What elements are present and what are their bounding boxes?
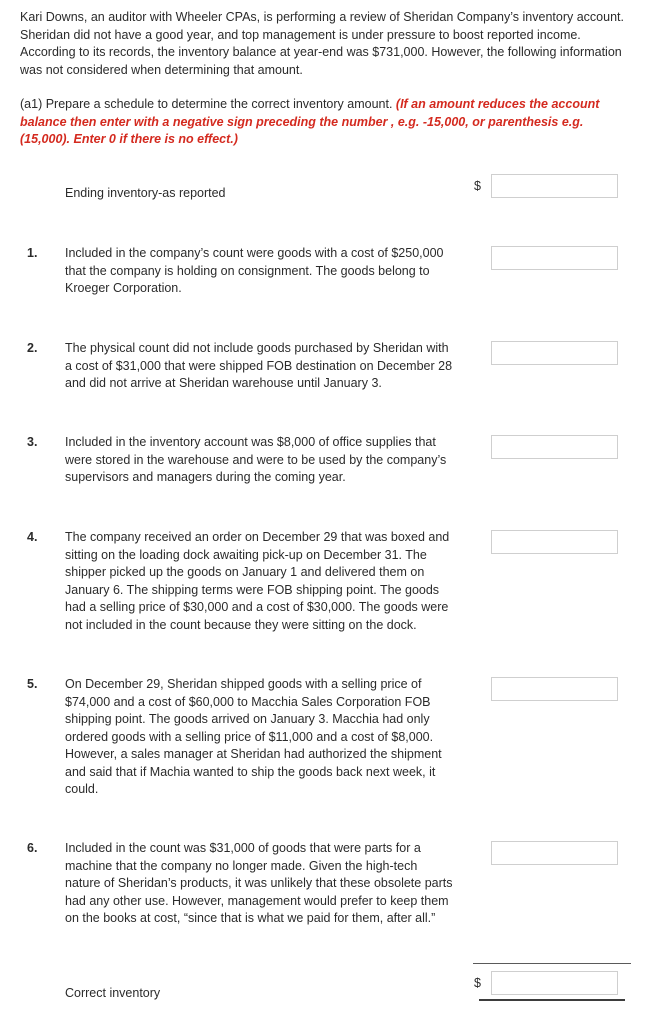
question-a1 <box>20 96 620 149</box>
dollar-sign: $ <box>474 976 481 990</box>
question-instruction: (If an amount reduces the account balance then enter with a negative sign preceding the number , e.g. -15,000, or parenthesis e.g. (15,000). Enter 0 if there is no effect.) <box>20 97 600 146</box>
total-label: Correct inventory <box>65 986 161 1000</box>
total-input[interactable] <box>491 971 618 995</box>
item-1-input[interactable] <box>491 246 618 270</box>
question-label: (a1) <box>20 97 43 111</box>
total-double-rule <box>479 999 625 1001</box>
item-number: 5. <box>27 677 38 691</box>
dollar-sign: $ <box>474 179 481 193</box>
problem-intro: Kari Downs, an auditor with Wheeler CPAs, is performing a review of Sheridan Company’s inventory account. Sheridan did not have a good year, and top management is under pressure to boost reported income. According to its records, the inventory balance at year-end was $731,000. However, the following information was not considered when determining that amount. <box>20 10 624 77</box>
item-2-input[interactable] <box>491 341 618 365</box>
item-3-input[interactable] <box>491 435 618 459</box>
question-text: Prepare a schedule to determine the correct inventory amount. <box>42 97 396 111</box>
item-4-input[interactable] <box>491 530 618 554</box>
item-description: The physical count did not include goods purchased by Sheridan with a cost of $31,000 that were shipped FOB destination on December 28 and did not arrive at Sheridan warehouse until January 3. <box>65 341 453 390</box>
item-number: 2. <box>27 341 38 355</box>
item-6-input[interactable] <box>491 841 618 865</box>
reported-row <box>0 174 652 204</box>
total-top-rule <box>473 963 631 964</box>
item-description: Included in the inventory account was $8,000 of office supplies that were stored in the warehouse and were to be used by the company’s supervisors and managers during the coming year. <box>65 435 447 484</box>
reported-input[interactable] <box>491 174 618 198</box>
item-description: Included in the company’s count were goods with a cost of $250,000 that the company is holding on consignment. The goods belong to Kroeger Corporation. <box>65 246 444 295</box>
item-number: 6. <box>27 841 38 855</box>
item-number: 1. <box>27 246 38 260</box>
item-description: Included in the count was $31,000 of goods that were parts for a machine that the company no longer made. Given the high-tech nature of Sheridan’s products, it was unlikely that these obsolete parts had any other use. However, management would prefer to keep them on the books at cost, “since that is what we paid for them, after all.” <box>65 841 453 925</box>
reported-label: Ending inventory-as reported <box>65 186 226 200</box>
item-description: On December 29, Sheridan shipped goods with a selling price of $74,000 and a cost of $60,000 to Macchia Sales Corporation FOB shipping point. The goods arrived on January 3. Macchia had only ordered goods with a selling price of $11,000 and a cost of $8,000. However, a sales manager at Sheridan had authorized the shipment and said that if Machia wanted to ship the goods back next week, it could. <box>65 677 442 796</box>
item-5-input[interactable] <box>491 677 618 701</box>
item-description: The company received an order on December 29 that was boxed and sitting on the loading dock awaiting pick-up on December 31. The shipper picked up the goods on January 1 and delivered them on January 6. The shipping terms were FOB shipping point. The goods had a selling price of $30,000 and a cost of $30,000. The goods were not included in the count because they were sitting on the dock. <box>65 530 450 632</box>
total-row <box>0 970 652 1000</box>
item-number: 3. <box>27 435 38 449</box>
item-number: 4. <box>27 530 38 544</box>
